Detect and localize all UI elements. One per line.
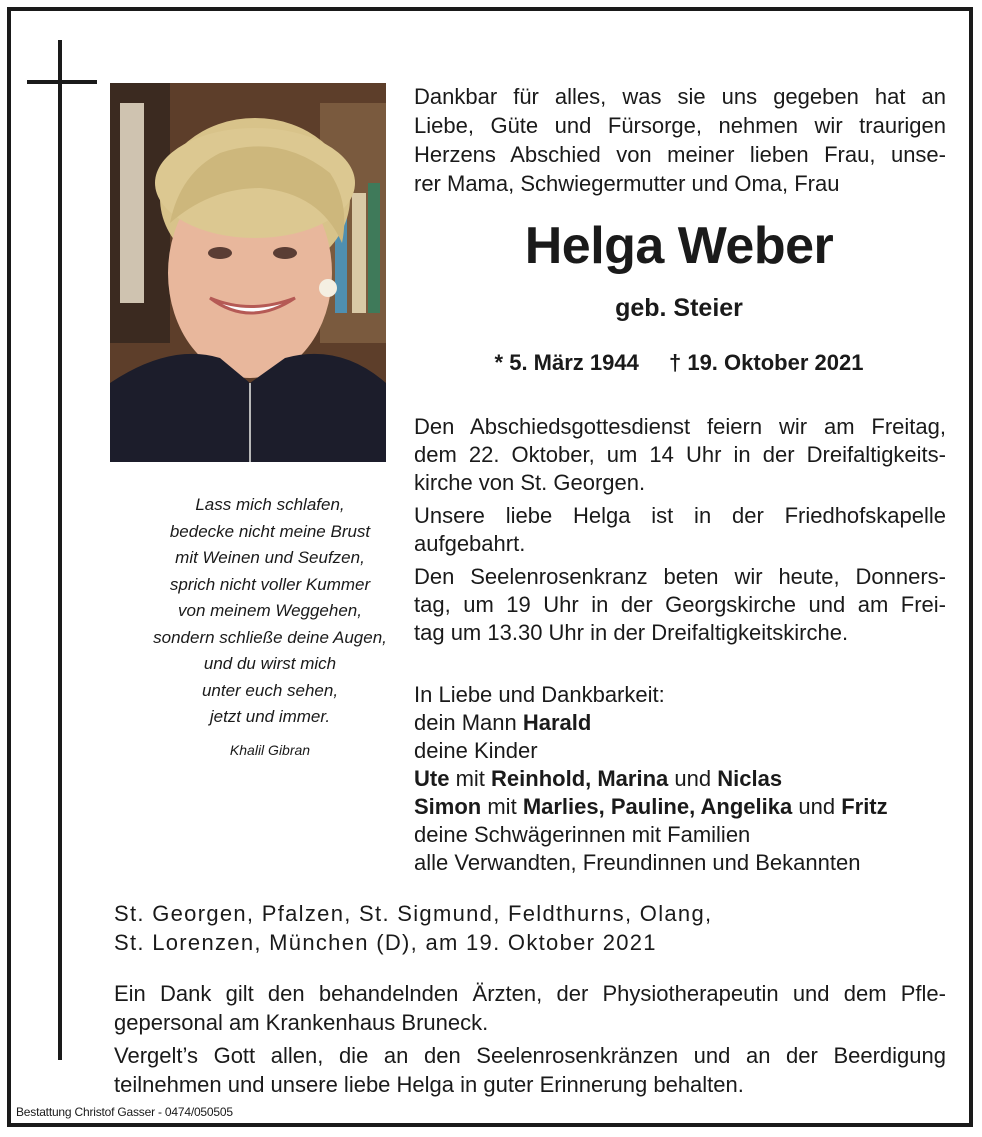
rosary-line: tag, um 19 Uhr in der Georgskirche und am Frei- (414, 592, 946, 617)
birth-date: * 5. März 1944 (494, 350, 639, 375)
relatives: alle Verwandten, Freundinnen und Bekannten (414, 850, 861, 875)
thanks-doctors (114, 979, 946, 1037)
birth-name: geb. Steier (615, 294, 743, 322)
family-husband (414, 709, 954, 737)
rosary-text (414, 563, 946, 647)
poem-line: unter euch sehen, (201, 680, 339, 700)
death-date: † 19. Oktober 2021 (668, 350, 864, 375)
connector: mit (455, 766, 485, 791)
thanks-line: teilnehmen und unsere liebe Helga in guter Erinnerung behalten. (114, 1072, 744, 1097)
funeral-service-text (414, 413, 946, 497)
deceased-name: Helga Weber (524, 217, 834, 275)
service-line: kirche von St. Georgen. (414, 470, 646, 495)
life-dates (414, 350, 944, 376)
connector: mit (487, 794, 517, 819)
places-line: St. Lorenzen, München (D), am 19. Oktober 2021 (114, 930, 657, 955)
husband-prefix: dein Mann (414, 710, 517, 735)
rosary-line: tag um 13.30 Uhr in der Dreifaltigkeitskirche. (414, 620, 849, 645)
family-names: Fritz (841, 794, 888, 819)
poem-line: und du wirst mich (203, 654, 337, 673)
poem-line: mit Weinen und Seufzen, (175, 548, 365, 567)
thanks-all (114, 1041, 946, 1099)
in-laws: deine Schwägerinnen mit Familien (414, 822, 751, 847)
funeral-home-footer: Bestattung Christof Gasser - 0474/050505 (16, 1105, 233, 1119)
intro-line: rer Mama, Schwiegermutter und Oma, Frau (414, 171, 840, 196)
poem-author: Khalil Gibran (229, 741, 311, 758)
portrait-photo (110, 83, 386, 462)
places-line: St. Georgen, Pfalzen, St. Sigmund, Feldthurns, Olang, (114, 901, 713, 926)
family-list (414, 681, 954, 877)
thanks-line: Vergelt’s Gott allen, die an den Seelenrosenkränzen und an der Beerdigung (114, 1043, 946, 1068)
poem-line: bedecke nicht meine Brust (169, 521, 371, 541)
intro-text (414, 82, 946, 198)
family-names: Niclas (717, 766, 783, 791)
poem-line: jetzt und immer. (209, 707, 331, 726)
connector: und (798, 794, 836, 819)
service-line: dem 22. Oktober, um 14 Uhr in der Dreifaltigkeits- (414, 442, 946, 467)
family-names: Reinhold, Marina (491, 766, 669, 791)
poem-line: von meinem Weggehen, (178, 601, 362, 620)
thanks-line: gepersonal am Krankenhaus Bruneck. (114, 1010, 489, 1035)
poem-line: Lass mich schlafen, (195, 495, 345, 514)
intro-line: Herzens Abschied von meiner lieben Frau, unse- (414, 142, 946, 167)
husband-name: Harald (522, 710, 592, 735)
poem-line: sondern schließe deine Augen, (153, 627, 387, 647)
child-name: Simon (414, 794, 482, 819)
laid-out-line: Unsere liebe Helga ist in der Friedhofskapelle (414, 503, 946, 528)
rosary-line: Den Seelenrosenkranz beten wir heute, Donners- (414, 564, 946, 589)
intro-line: Dankbar für alles, was sie uns gegeben hat an (414, 84, 946, 109)
poem-line: sprich nicht voller Kummer (169, 574, 371, 594)
cross-icon-bar (27, 80, 97, 84)
family-names: Marlies, Pauline, Angelika (522, 794, 793, 819)
family-child-line (414, 765, 954, 793)
child-name: Ute (414, 766, 450, 791)
places-and-date (114, 899, 834, 957)
connector: und (674, 766, 712, 791)
service-line: Den Abschiedsgottesdienst feiern wir am Freitag, (414, 414, 946, 439)
cross-icon (58, 40, 62, 1060)
laid-out-text (414, 502, 946, 558)
children-label: deine Kinder (414, 738, 538, 763)
poem (100, 492, 440, 763)
family-heading: In Liebe und Dankbarkeit: (414, 682, 665, 707)
laid-out-line: aufgebahrt. (414, 531, 526, 556)
family-child-line (414, 793, 954, 821)
thanks-line: Ein Dank gilt den behandelnden Ärzten, der Physiotherapeutin und dem Pfle- (114, 981, 946, 1006)
intro-line: Liebe, Güte und Fürsorge, nehmen wir traurigen (414, 113, 946, 138)
